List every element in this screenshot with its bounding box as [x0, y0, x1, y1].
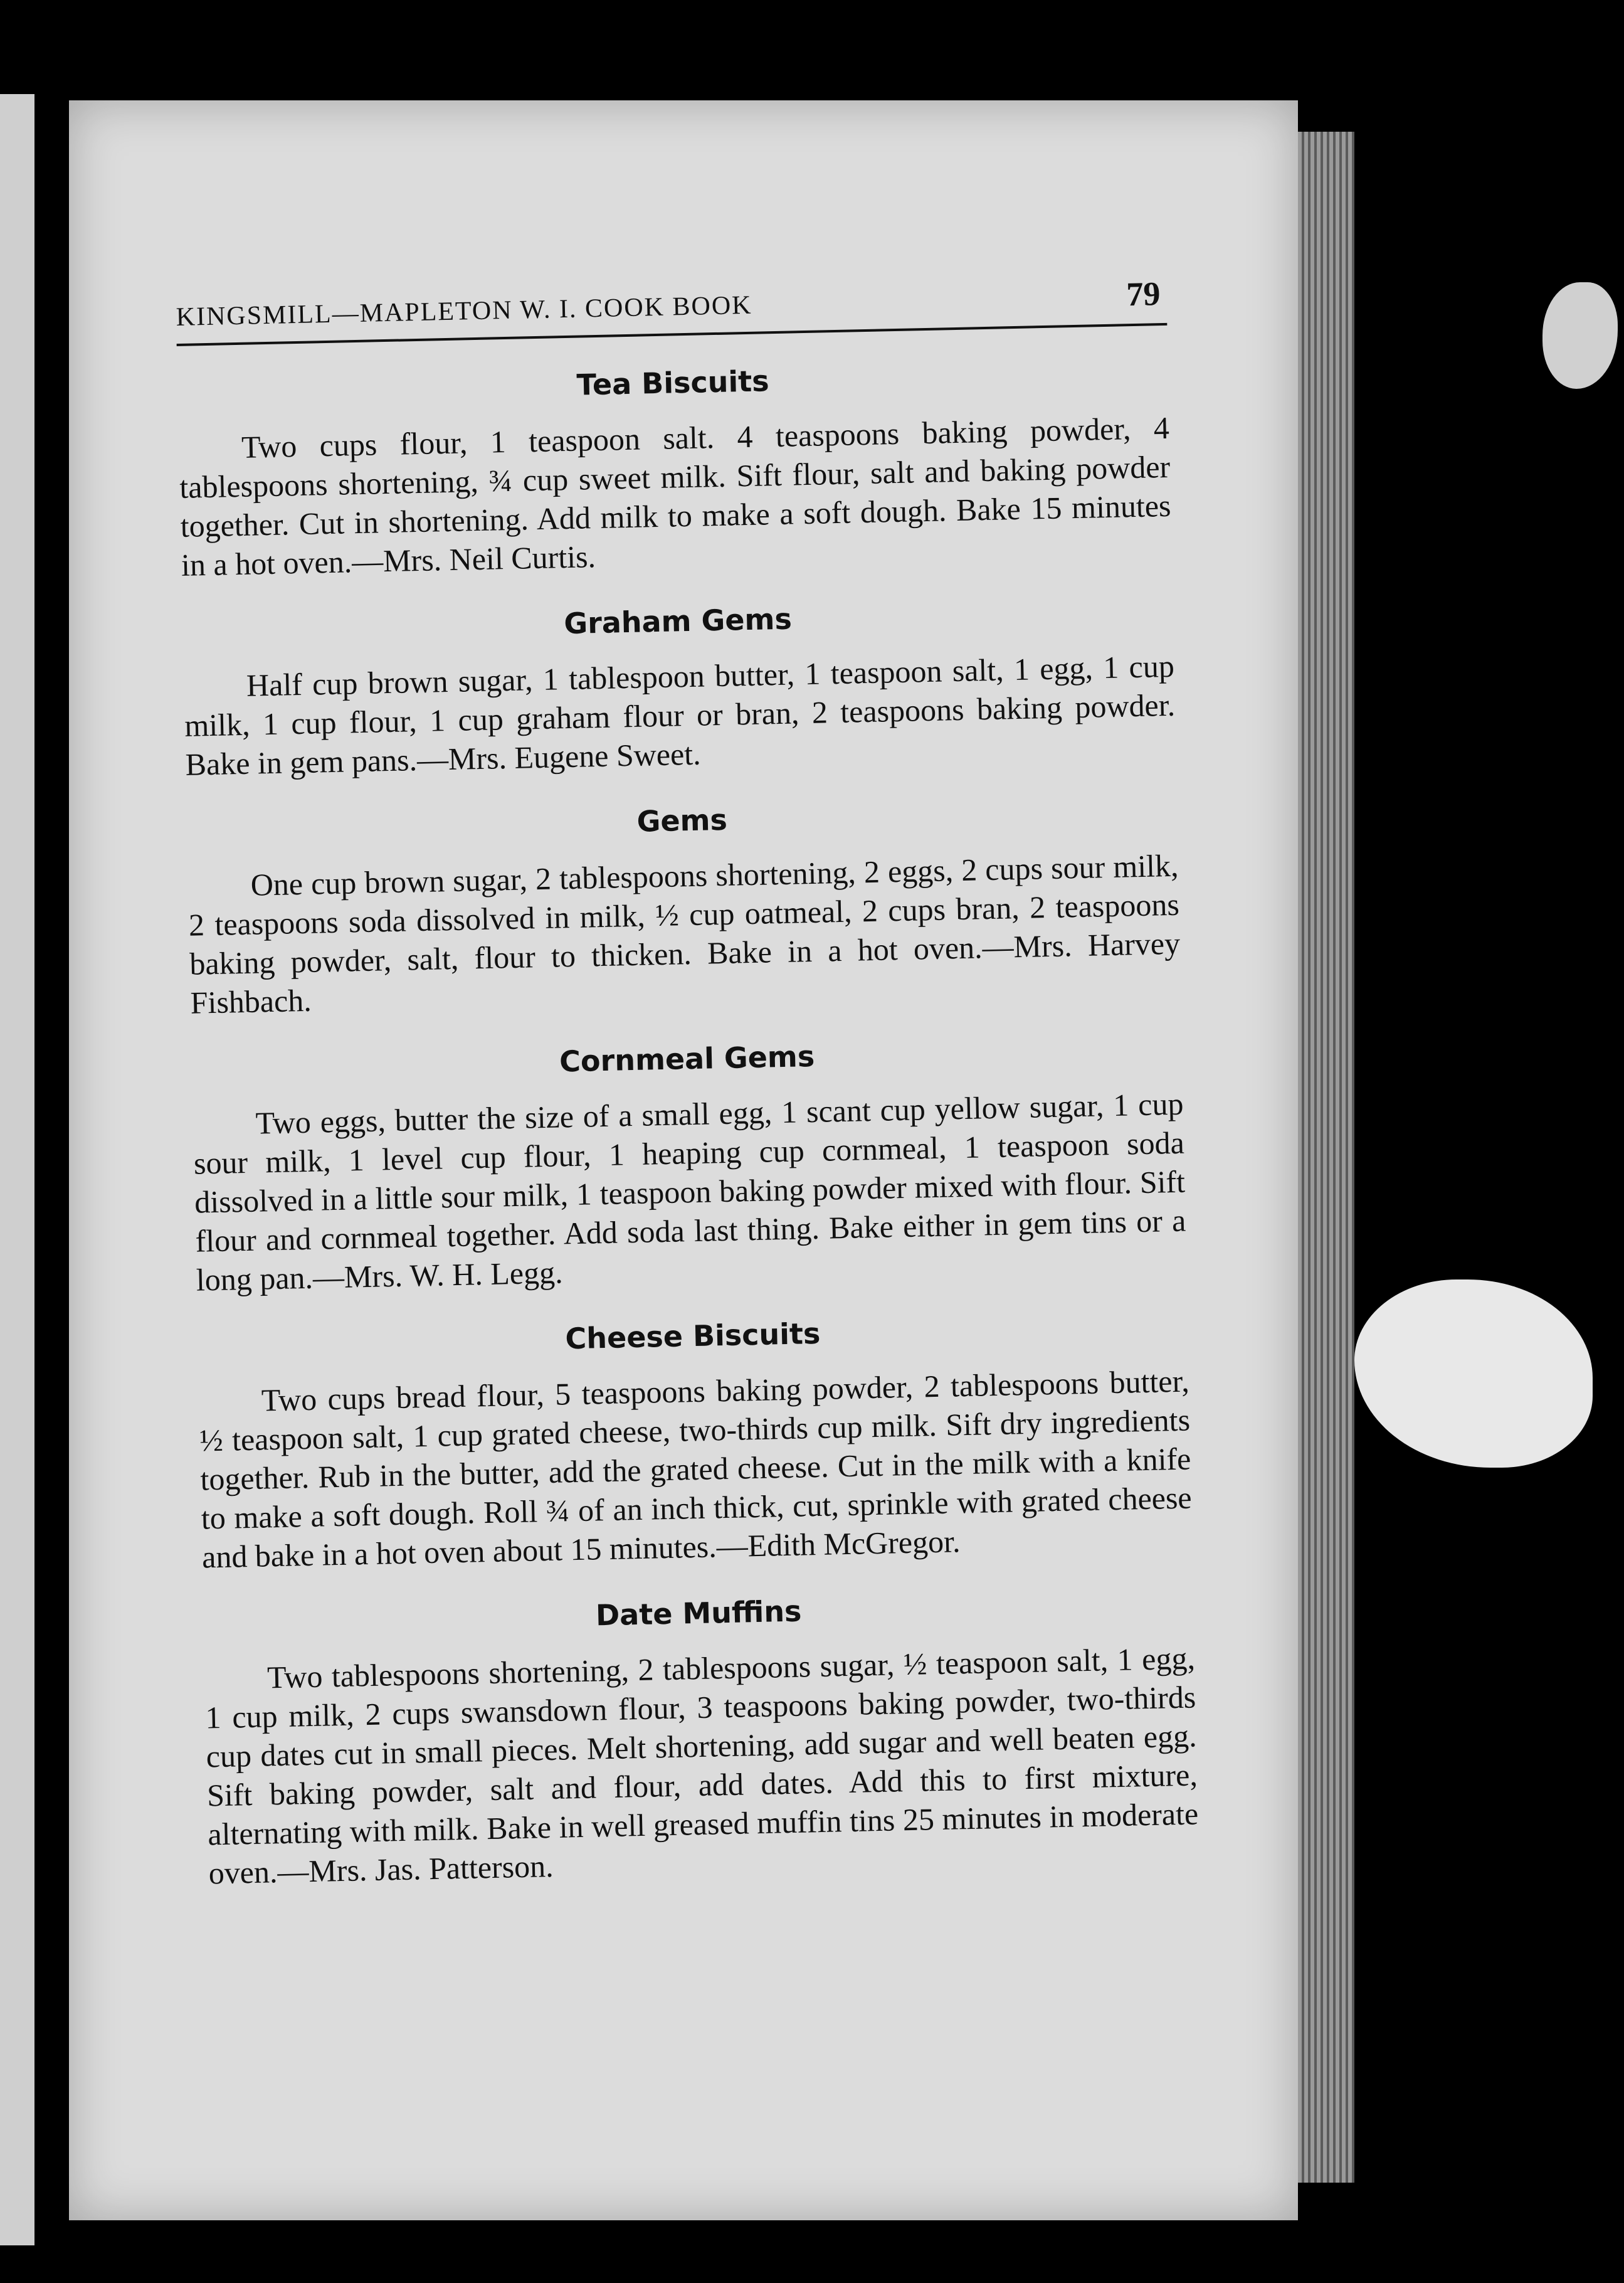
recipe-text: Half cup brown sugar, 1 tablespoon butter, 1 teaspoon salt, 1 egg, 1 cup milk, 1 cup flour, 1 cup graham flour or bran, 2 teaspoons baking powder. Bake in gem pans.—Mrs. Eugene Sweet. [184, 648, 1176, 782]
recipe-graham-gems [182, 594, 1176, 784]
running-title: KINGSMILL—MAPLETON W. I. COOK BOOK [176, 290, 752, 332]
recipe-text: Two cups flour, 1 teaspoon salt. 4 teaspoons baking powder, 4 tablespoons shortening, ¾ cup sweet milk. Sift flour, salt and baking powder together. Cut in shortening. Add milk to make a soft dough. Bake 15 minutes in a hot oven.—Mrs. Neil Curtis. [179, 410, 1171, 583]
recipe-tea-biscuits [177, 356, 1173, 585]
facing-page-edge [0, 94, 34, 2245]
recipe-text: One cup brown sugar, 2 tablespoons shortening, 2 eggs, 2 cups sour milk, 2 teaspoons soda dissolved in milk, ½ cup oatmeal, 2 cups bran, 2 teaspoons baking powder, salt, flour to thicken. Bake in a hot oven.—Mrs. Harvey Fishbach. [188, 847, 1181, 1020]
recipe-title: Date Muffins [595, 1594, 802, 1633]
recipe-title: Gems [636, 802, 728, 839]
recipe-title: Cheese Biscuits [564, 1316, 821, 1356]
recipe-text: Two eggs, butter the size of a small egg, 1 scant cup yellow sugar, 1 cup sour milk, 1 level cup flour, 1 heaping cup cornmeal, 1 teaspoon soda dissolved in a little sour milk, 1 teaspoon baking powder mixed with flour. Sift flour and cornmeal together. Add soda last thing. Bake either in gem tins or a long pan.—Mrs. W. H. Legg. [193, 1086, 1186, 1298]
page-content [176, 274, 1200, 1893]
recipe-cornmeal-gems [191, 1032, 1187, 1300]
recipe-gems [186, 793, 1181, 1022]
recipe-cheese-biscuits [198, 1309, 1193, 1577]
recipe-text: Two tablespoons shortening, 2 tablespoons sugar, ½ teaspoon salt, 1 egg, 1 cup milk, 2 cups swansdown flour, 3 teaspoons baking powder, two-thirds cup dates cut in small pieces. Melt shortening, add sugar and well beaten egg. Sift baking powder, salt and flour, add dates. Add this to first mixture, alternating with milk. Bake in well greased muffin tins 25 minutes in moderate oven.—Mrs. Jas. Patterson. [204, 1640, 1199, 1891]
page-number: 79 [1126, 275, 1161, 314]
recipe-text: Two cups bread flour, 5 teaspoons baking powder, 2 tablespoons butter, ½ teaspoon salt, 1 cup grated cheese, two-thirds cup milk. Sift dry ingredients together. Rub in the butter, add the grated cheese. Cut in the milk with a knife to make a soft dough. Roll ¾ of an inch thick, cut, sprinkle with grated cheese and bake in a hot oven about 15 minutes.—Edith McGregor. [199, 1363, 1193, 1575]
recipe-title: Cornmeal Gems [559, 1039, 815, 1079]
recipe-title: Graham Gems [563, 601, 793, 641]
page-block-edge [1298, 132, 1354, 2183]
recipe-title: Tea Biscuits [576, 364, 770, 402]
paper-stain [1354, 1279, 1593, 1468]
paper-stain-small [1542, 282, 1618, 389]
recipe-date-muffins [203, 1586, 1200, 1892]
